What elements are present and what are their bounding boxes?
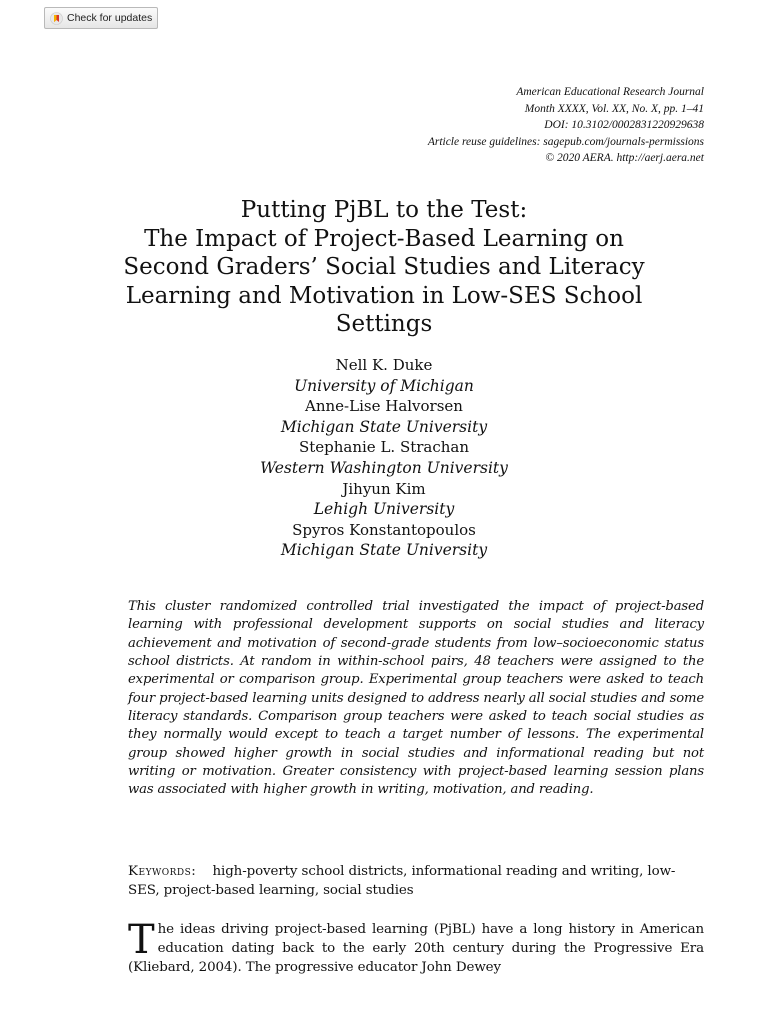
crossmark-icon	[50, 12, 63, 25]
journal-name: American Educational Research Journal	[516, 86, 704, 98]
body-text: he ideas driving project-based learning (PjBL) have a long history in American education dating back to the early 20th century during the Progressive Era (Kliebard, 2004). The progressive educator John Dewey	[128, 922, 704, 975]
author-name: Anne-Lise Halvorsen	[305, 397, 463, 416]
author-name: Spyros Konstantopoulos	[292, 520, 476, 539]
author-list	[80, 355, 688, 561]
title-line: Putting PjBL to the Test:	[240, 197, 528, 223]
author-name: Stephanie L. Strachan	[298, 438, 470, 457]
keywords-text: high-poverty school districts, informational reading and writing, low-SES, project-based learning, social studies	[128, 864, 676, 898]
title-line: Second Graders’ Social Studies and Literacy	[123, 254, 645, 280]
author-affiliation: Michigan State University	[280, 541, 488, 560]
journal-copyright: © 2020 AERA. http://aerj.aera.net	[545, 152, 704, 164]
journal-doi: DOI: 10.3102/0002831220929638	[544, 119, 704, 131]
author-name: Jihyun Kim	[342, 479, 426, 498]
journal-reuse: Article reuse guidelines: sagepub.com/journals-permissions	[427, 135, 704, 148]
author-affiliation: Michigan State University	[280, 417, 488, 436]
author-affiliation: University of Michigan	[294, 376, 474, 395]
check-for-updates-button[interactable]	[44, 7, 158, 29]
article-title	[80, 196, 688, 339]
journal-issue: Month XXXX, Vol. XX, No. X, pp. 1–41	[524, 102, 704, 115]
author-affiliation: Lehigh University	[313, 500, 455, 519]
keywords	[128, 862, 704, 900]
title-line: Settings	[335, 311, 433, 337]
title-line: Learning and Motivation in Low-SES School	[125, 282, 643, 309]
keywords-label: Keywords:	[128, 864, 197, 879]
check-for-updates-label: Check for updates	[67, 12, 153, 24]
title-line: The Impact of Project-Based Learning on	[144, 225, 624, 252]
author-affiliation: Western Washington University	[260, 458, 508, 477]
journal-metadata	[284, 84, 704, 167]
author-name: Nell K. Duke	[335, 356, 433, 374]
body-paragraph	[128, 917, 704, 977]
abstract: This cluster randomized controlled trial investigated the impact of project-based learning with professional development supports on social studies and literacy achievement and motivation of second-grade students from low–socioeconomic status school districts. At random in within-school pairs, 48 teachers were assigned to the experimental or comparison group. Experimental group teachers were asked to teach four project-based learning units designed to address nearly all social studies and some literacy standards. Comparison group teachers were asked to teach social studies as they normally would except to teach a target number of lessons. The experimental group showed higher growth in social studies and informational reading but not writing or motivation. Greater consistency with project-based learning session plans was associated with higher growth in writing, motivation, and reading.	[128, 599, 704, 798]
drop-cap: T	[128, 917, 155, 963]
